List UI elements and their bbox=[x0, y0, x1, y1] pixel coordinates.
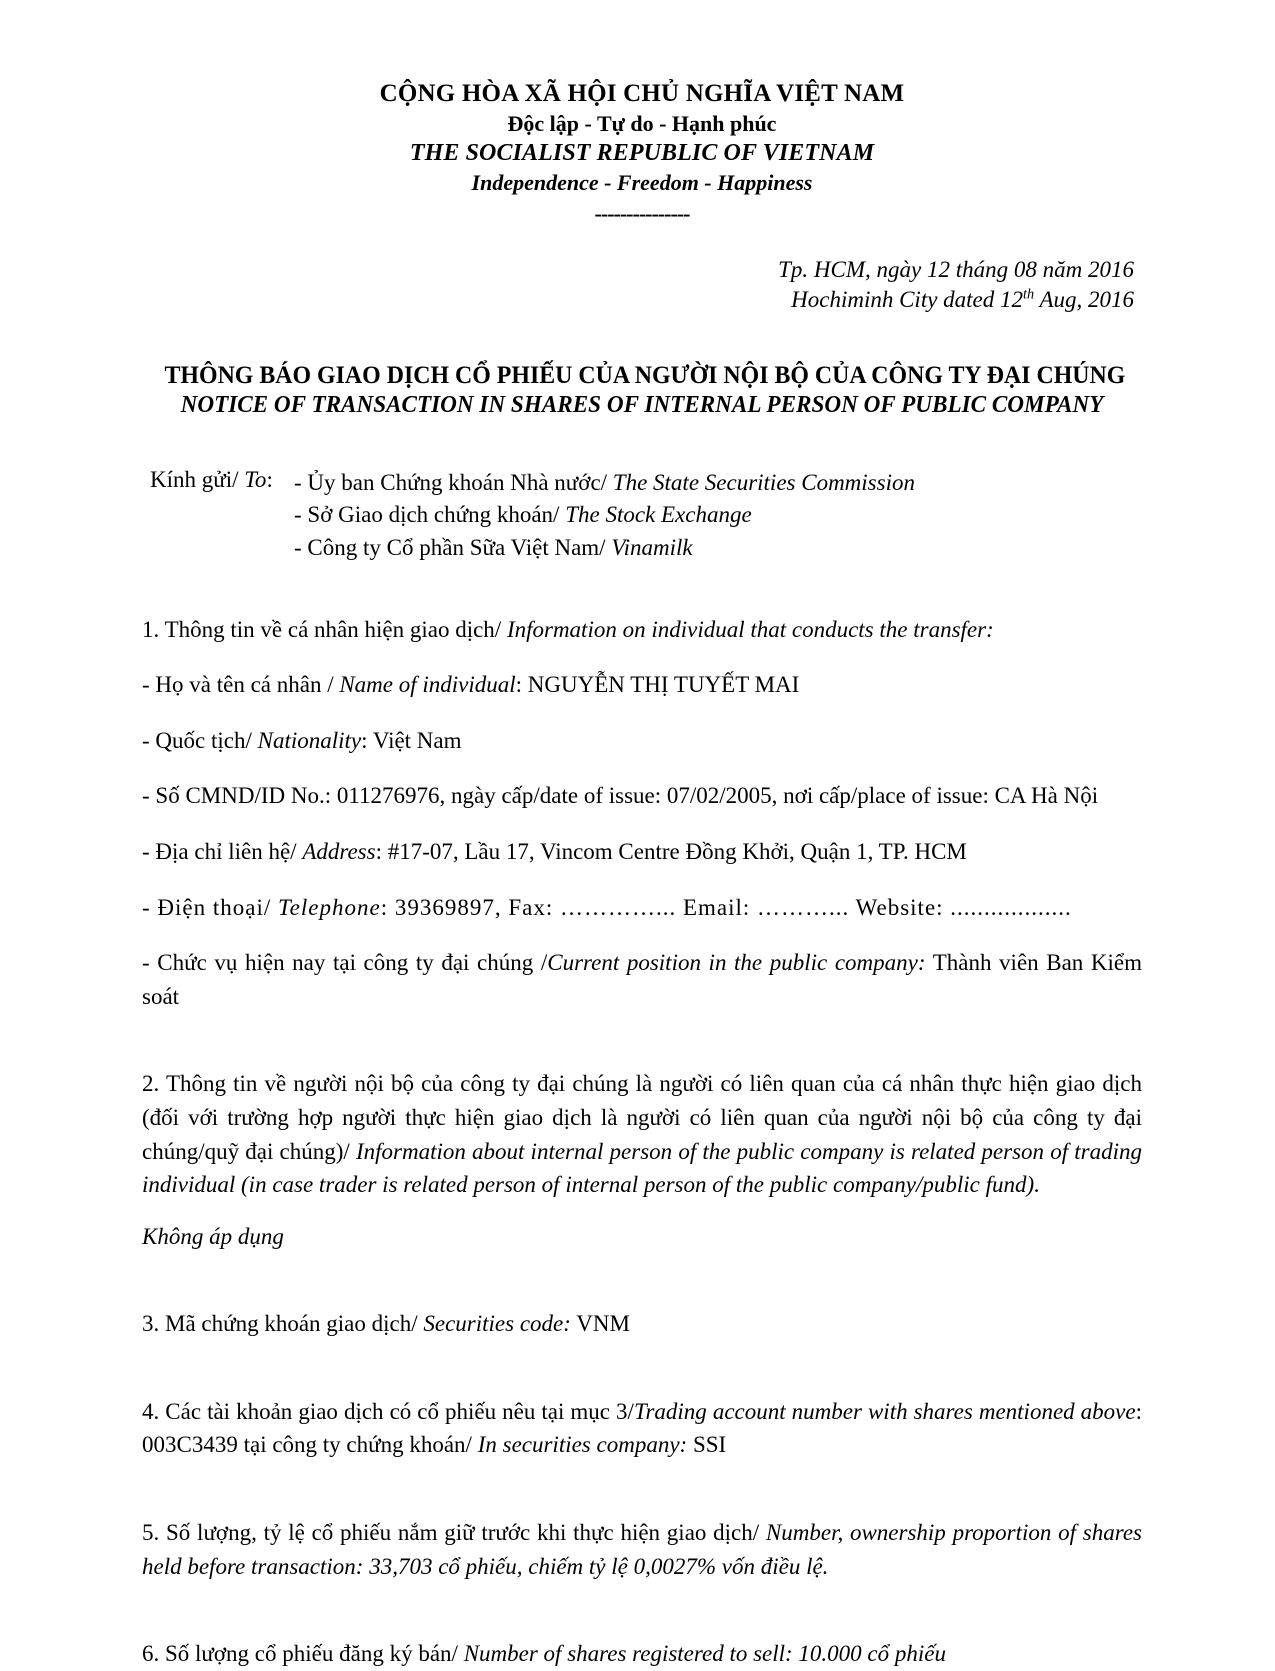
section5-heading-en: Number, ownership proportion of shares held before transaction: 33,703 cổ phiếu, chiếm tỷ lệ 0,0027% vốn điều lệ. bbox=[142, 1519, 1142, 1579]
document-title-block bbox=[142, 362, 1142, 419]
address-line bbox=[142, 835, 1142, 869]
recipient-en: The State Securities Commission bbox=[612, 469, 915, 495]
country-name-vi: CỘNG HÒA XÃ HỘI CHỦ NGHĨA VIỆT NAM bbox=[379, 80, 905, 107]
list-item bbox=[294, 532, 915, 565]
position-line bbox=[142, 946, 1142, 1013]
section3-heading-en: Securities code: bbox=[423, 1311, 571, 1337]
addressee-label-en: To bbox=[244, 466, 267, 492]
section6-heading-en: Number of shares registered to sell: 10.000 cổ phiếu bbox=[463, 1641, 946, 1667]
section1-heading bbox=[142, 613, 1142, 647]
section6-heading-vi: 6. Số lượng cổ phiếu đăng ký bán/ bbox=[142, 1641, 464, 1667]
country-name-en: THE SOCIALIST REPUBLIC OF VIETNAM bbox=[409, 140, 875, 167]
addressee-label-vi: Kính gửi/ bbox=[150, 466, 239, 492]
national-motto-en: Independence - Freedom - Happiness bbox=[471, 169, 813, 195]
individual-name-line bbox=[142, 668, 1142, 702]
nationality-label-en: Nationality bbox=[257, 727, 362, 753]
recipient-en: Vinamilk bbox=[611, 535, 693, 561]
not-applicable-text: Không áp dụng bbox=[142, 1223, 284, 1249]
nationality-line bbox=[142, 724, 1142, 758]
section6-shares-registered bbox=[142, 1637, 1142, 1671]
telephone-label-en: Telephone bbox=[278, 894, 381, 920]
addressee-label-colon: : bbox=[266, 466, 273, 492]
date-line-vi: Tp. HCM, ngày 12 tháng 08 năm 2016 bbox=[778, 257, 1134, 283]
recipient-vi: - Ủy ban Chứng khoán Nhà nước/ bbox=[294, 469, 613, 495]
telephone-value: : 39369897, Fax: …………... Email: ………... Website: .................. bbox=[380, 894, 1072, 920]
telephone-line bbox=[142, 891, 1142, 925]
section2-text-vi: 2. Thông tin về người nội bộ của công ty đại chúng là người có liên quan của cá nhân thực hiện giao dịch (đối với trường hợp người thực hiện giao dịch là người có liên quan của người nội bộ của công ty đại chúng/quỹ đại chúng)/ bbox=[142, 1071, 1142, 1164]
date-en-suffix: Aug, 2016 bbox=[1034, 287, 1134, 313]
section1-heading-en: Information on individual that conducts the transfer: bbox=[506, 616, 994, 642]
section4-trading-account bbox=[142, 1395, 1142, 1462]
date-line-en bbox=[142, 285, 1134, 315]
section2-paragraph bbox=[142, 1067, 1142, 1201]
individual-name-value: : NGUYỄN THỊ TUYẾT MAI bbox=[515, 672, 800, 698]
address-label-en: Address bbox=[302, 839, 376, 865]
addressee-block bbox=[142, 467, 1142, 565]
id-number-line: - Số CMND/ID No.: 011276976, ngày cấp/date of issue: 07/02/2005, nơi cấp/place of issue: CA Hà Nội bbox=[142, 783, 1099, 809]
securities-company-label: In securities company: bbox=[477, 1432, 688, 1458]
date-en-prefix: Hochiminh City dated 12 bbox=[791, 287, 1024, 313]
section4-heading-vi: 4. Các tài khoản giao dịch có cổ phiếu nêu tại mục 3/ bbox=[142, 1398, 634, 1424]
page-title-vi: THÔNG BÁO GIAO DỊCH CỔ PHIẾU CỦA NGƯỜI NỘI BỘ CỦA CÔNG TY ĐẠI CHÚNG bbox=[164, 361, 1126, 389]
date-ordinal-suffix: th bbox=[1023, 286, 1035, 303]
trading-account-value: : 003C3439 tại công ty chứng khoán/ bbox=[142, 1398, 1142, 1458]
address-label-vi: - Địa chỉ liên hệ/ bbox=[142, 839, 303, 865]
header-divider: --------------- bbox=[594, 201, 690, 227]
document-content bbox=[142, 0, 1142, 1671]
position-label-en: Current position in the public company: bbox=[547, 950, 926, 976]
recipient-vi: - Công ty Cổ phần Sữa Việt Nam/ bbox=[294, 535, 612, 561]
section1-heading-vi: 1. Thông tin về cá nhân hiện giao dịch/ bbox=[142, 616, 507, 642]
recipient-vi: - Sở Giao dịch chứng khoán/ bbox=[294, 502, 566, 528]
date-block bbox=[142, 255, 1142, 316]
list-item bbox=[294, 467, 915, 500]
position-label-vi: - Chức vụ hiện nay tại công ty đại chúng / bbox=[142, 950, 548, 976]
section5-shares-before bbox=[142, 1516, 1142, 1583]
section3-heading-vi: 3. Mã chứng khoán giao dịch/ bbox=[142, 1311, 424, 1337]
section3-securities-code bbox=[142, 1307, 1142, 1341]
recipient-en: The Stock Exchange bbox=[565, 502, 752, 528]
nationality-label-vi: - Quốc tịch/ bbox=[142, 727, 258, 753]
individual-name-label-vi: - Họ và tên cá nhân / bbox=[142, 672, 340, 698]
section2-text-en: Information about internal person of the public company is related person of trading individual (in case trader is related person of internal person of the public company/public fund). bbox=[142, 1138, 1142, 1198]
national-header bbox=[142, 78, 1142, 227]
telephone-label-vi: - Điện thoại/ bbox=[142, 894, 278, 920]
addressee-list bbox=[294, 467, 915, 565]
individual-name-label-en: Name of individual bbox=[339, 672, 516, 698]
section4-heading-en: Trading account number with shares mentioned above bbox=[633, 1398, 1136, 1424]
addressee-label bbox=[142, 467, 294, 493]
securities-code-value: VNM bbox=[570, 1311, 630, 1337]
position-value: Thành viên Ban Kiểm soát bbox=[142, 950, 1142, 1009]
nationality-value: : Việt Nam bbox=[361, 727, 462, 753]
securities-company-value: SSI bbox=[687, 1432, 727, 1458]
section5-heading-vi: 5. Số lượng, tỷ lệ cổ phiếu nắm giữ trước khi thực hiện giao dịch/ bbox=[142, 1519, 766, 1545]
list-item bbox=[294, 499, 915, 532]
national-motto-vi: Độc lập - Tự do - Hạnh phúc bbox=[507, 111, 777, 136]
page-title-en: NOTICE OF TRANSACTION IN SHARES OF INTERNAL PERSON OF PUBLIC COMPANY bbox=[180, 391, 1104, 418]
address-value: : #17-07, Lầu 17, Vincom Centre Đồng Khởi, Quận 1, TP. HCM bbox=[375, 839, 967, 865]
section2-not-applicable bbox=[142, 1220, 1142, 1254]
